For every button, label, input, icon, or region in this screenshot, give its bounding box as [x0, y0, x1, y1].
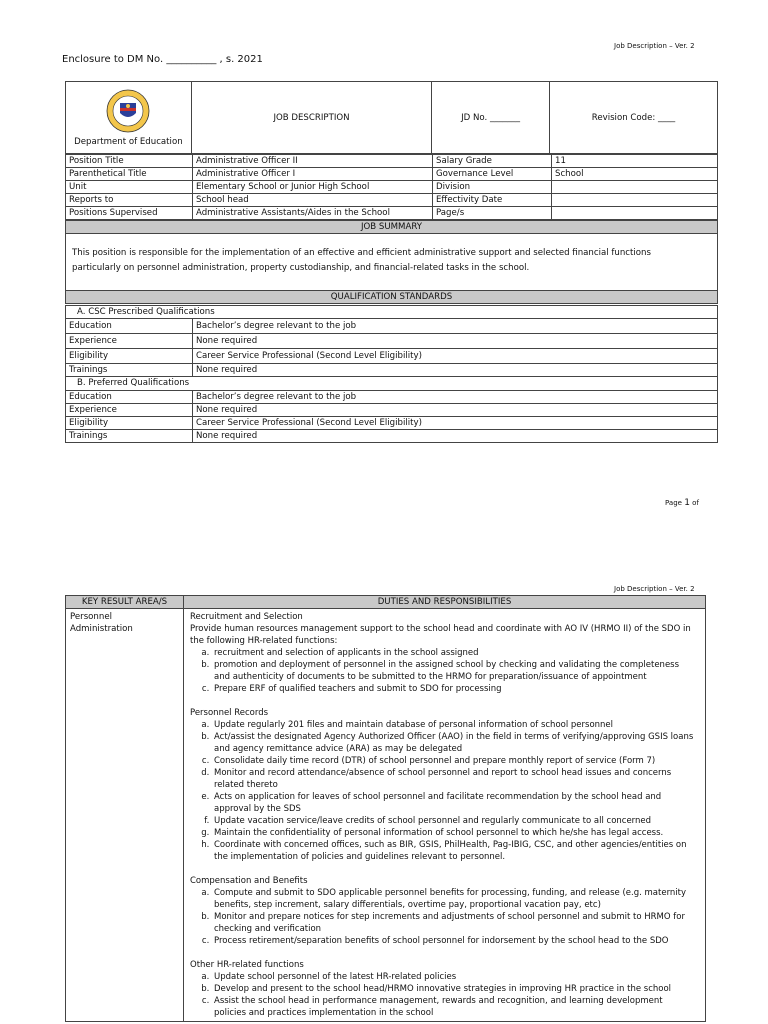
personnel-records-list	[190, 719, 697, 863]
qual-value: None required	[193, 334, 718, 349]
section-intro: Provide human resources management support to the school head and coordinate with AO IV (HRMO II) of the SDO in the following HR-related functions:	[190, 624, 691, 646]
qual-label: Trainings	[66, 364, 193, 377]
info-label: Page/s	[433, 207, 552, 220]
deped-logo-cell	[66, 82, 192, 154]
qual-label: Experience	[66, 334, 193, 349]
info-label: Salary Grade	[433, 155, 552, 168]
kra-cell	[66, 609, 184, 1022]
qual-value: None required	[193, 364, 718, 377]
list-item: a. recruitment and selection of applicants in the school assigned	[212, 647, 697, 659]
info-label: Effectivity Date	[433, 194, 552, 207]
dept-name: Department of Education	[74, 137, 183, 147]
job-header-table	[65, 81, 718, 154]
page-of: of	[692, 499, 699, 507]
page-number	[665, 498, 699, 508]
job-summary-heading: JOB SUMMARY	[66, 221, 718, 234]
csc-qualifications-title: A. CSC Prescribed Qualifications	[66, 306, 718, 319]
summary-line: This position is responsible for the implementation of an effective and efficient administrative support and selected financial functions	[72, 248, 651, 258]
info-row	[66, 155, 718, 168]
list-item: c. Process retirement/separation benefits of school personnel for indorsement by the school head to the SDO	[212, 935, 697, 947]
qual-label: Education	[66, 319, 193, 334]
duties-heading: DUTIES AND RESPONSIBILITIES	[184, 596, 706, 609]
list-item: c. Assist the school head in performance management, rewards and recognition, and learning development policies and practices implementation in the school	[212, 995, 697, 1019]
info-value: Administrative Assistants/Aides in the School	[193, 207, 433, 220]
info-row	[66, 181, 718, 194]
list-item: f. Update vacation service/leave credits of school personnel and regularly communicate to all concerned	[212, 815, 697, 827]
info-row	[66, 168, 718, 181]
revision-code: Revision Code: ____	[549, 82, 717, 154]
qual-value: Bachelor’s degree relevant to the job	[193, 391, 718, 404]
list-item: a. Update school personnel of the latest HR-related policies	[212, 971, 697, 983]
info-label: Positions Supervised	[66, 207, 193, 220]
info-label: Reports to	[66, 194, 193, 207]
info-value	[552, 207, 718, 220]
preferred-qualifications-title: B. Preferred Qualifications	[66, 377, 718, 391]
qual-value: None required	[193, 404, 718, 417]
qual-value: Bachelor’s degree relevant to the job	[193, 319, 718, 334]
qual-label: Eligibility	[66, 417, 193, 430]
list-item: c. Consolidate daily time record (DTR) of school personnel and prepare monthly report of service (Form 7)	[212, 755, 697, 767]
list-item: c. Prepare ERF of qualified teachers and submit to SDO for processing	[212, 683, 697, 695]
version-label: Job Description – Ver. 2	[614, 42, 695, 50]
list-item: b. Act/assist the designated Agency Authorized Officer (AAO) in the field in terms of verifying/approving GSIS loans and agency remittance advice (ARA) as may be delegated	[212, 731, 697, 755]
duties-table	[65, 595, 706, 1022]
qual-value: Career Service Professional (Second Level Eligibility)	[193, 349, 718, 364]
list-item: e. Acts on application for leaves of school personnel and facilitate recommendation by the school head and approval by the SDS	[212, 791, 697, 815]
section-title: Personnel Records	[190, 708, 269, 718]
job-summary-text	[66, 234, 718, 291]
compensation-list	[190, 887, 697, 947]
section-title: Other HR-related functions	[190, 960, 304, 970]
qual-label: Education	[66, 391, 193, 404]
info-row	[66, 207, 718, 220]
list-item: b. Develop and present to the school head/HRMO innovative strategies in improving HR practice in the school	[212, 983, 697, 995]
position-info-table	[65, 154, 718, 220]
kra-line: Personnel	[70, 612, 112, 622]
list-item: a. Update regularly 201 files and maintain database of personal information of school personnel	[212, 719, 697, 731]
info-value: School head	[193, 194, 433, 207]
qual-label: Experience	[66, 404, 193, 417]
info-value	[552, 194, 718, 207]
deped-seal-icon	[106, 89, 150, 133]
recruitment-list	[190, 647, 697, 695]
info-row	[66, 194, 718, 207]
qual-value: None required	[193, 430, 718, 443]
info-label: Parenthetical Title	[66, 168, 193, 181]
info-value: 11	[552, 155, 718, 168]
info-label: Division	[433, 181, 552, 194]
list-item: h. Coordinate with concerned offices, such as BIR, GSIS, PhilHealth, Pag-IBIG, CSC, and other agencies/entities on the implementation of policies and guidelines relevant to personnel.	[212, 839, 697, 863]
jd-title: JOB DESCRIPTION	[191, 82, 431, 154]
section-title: Compensation and Benefits	[190, 876, 308, 886]
page-num: 1	[684, 498, 690, 508]
duties-cell	[184, 609, 706, 1022]
qual-label: Eligibility	[66, 349, 193, 364]
kra-heading: KEY RESULT AREA/S	[66, 596, 184, 609]
version-label-2: Job Description – Ver. 2	[614, 585, 695, 593]
qualification-standards-heading: QUALIFICATION STANDARDS	[66, 291, 718, 304]
summary-line: particularly on personnel administration, property custodianship, and financial-related tasks in the school.	[72, 263, 530, 273]
info-value: Elementary School or Junior High School	[193, 181, 433, 194]
info-label: Position Title	[66, 155, 193, 168]
list-item: b. promotion and deployment of personnel in the assigned school by checking and validating the completeness and authenticity of documents to be submitted to the HRMO for preparation/issuance of appointment	[212, 659, 697, 683]
info-label: Unit	[66, 181, 193, 194]
list-item: a. Compute and submit to SDO applicable personnel benefits for processing, funding, and release (e.g. maternity benefits, step increment, salary differentials, overtime pay, proportional vacation pay, etc)	[212, 887, 697, 911]
qualifications-table	[65, 305, 718, 443]
list-item: b. Monitor and prepare notices for step increments and adjustments of school personnel and submit to HRMO for checking and verification	[212, 911, 697, 935]
list-item: g. Maintain the confidentiality of personal information of school personnel to which he/she has legal access.	[212, 827, 697, 839]
job-summary-table	[65, 220, 718, 304]
info-value: Administrative Officer II	[193, 155, 433, 168]
section-title: Recruitment and Selection	[190, 612, 303, 622]
qual-label: Trainings	[66, 430, 193, 443]
kra-line: Administration	[70, 624, 133, 634]
jd-number: JD No. _______	[432, 82, 550, 154]
list-item: d. Monitor and record attendance/absence of school personnel and report to school head issues and concerns related thereto	[212, 767, 697, 791]
enclosure-line: Enclosure to DM No. __________ , s. 2021	[62, 54, 263, 65]
info-value: School	[552, 168, 718, 181]
info-value: Administrative Officer I	[193, 168, 433, 181]
info-value	[552, 181, 718, 194]
info-label: Governance Level	[433, 168, 552, 181]
page-label: Page	[665, 499, 682, 507]
qual-value: Career Service Professional (Second Level Eligibility)	[193, 417, 718, 430]
other-hr-list	[190, 971, 697, 1019]
